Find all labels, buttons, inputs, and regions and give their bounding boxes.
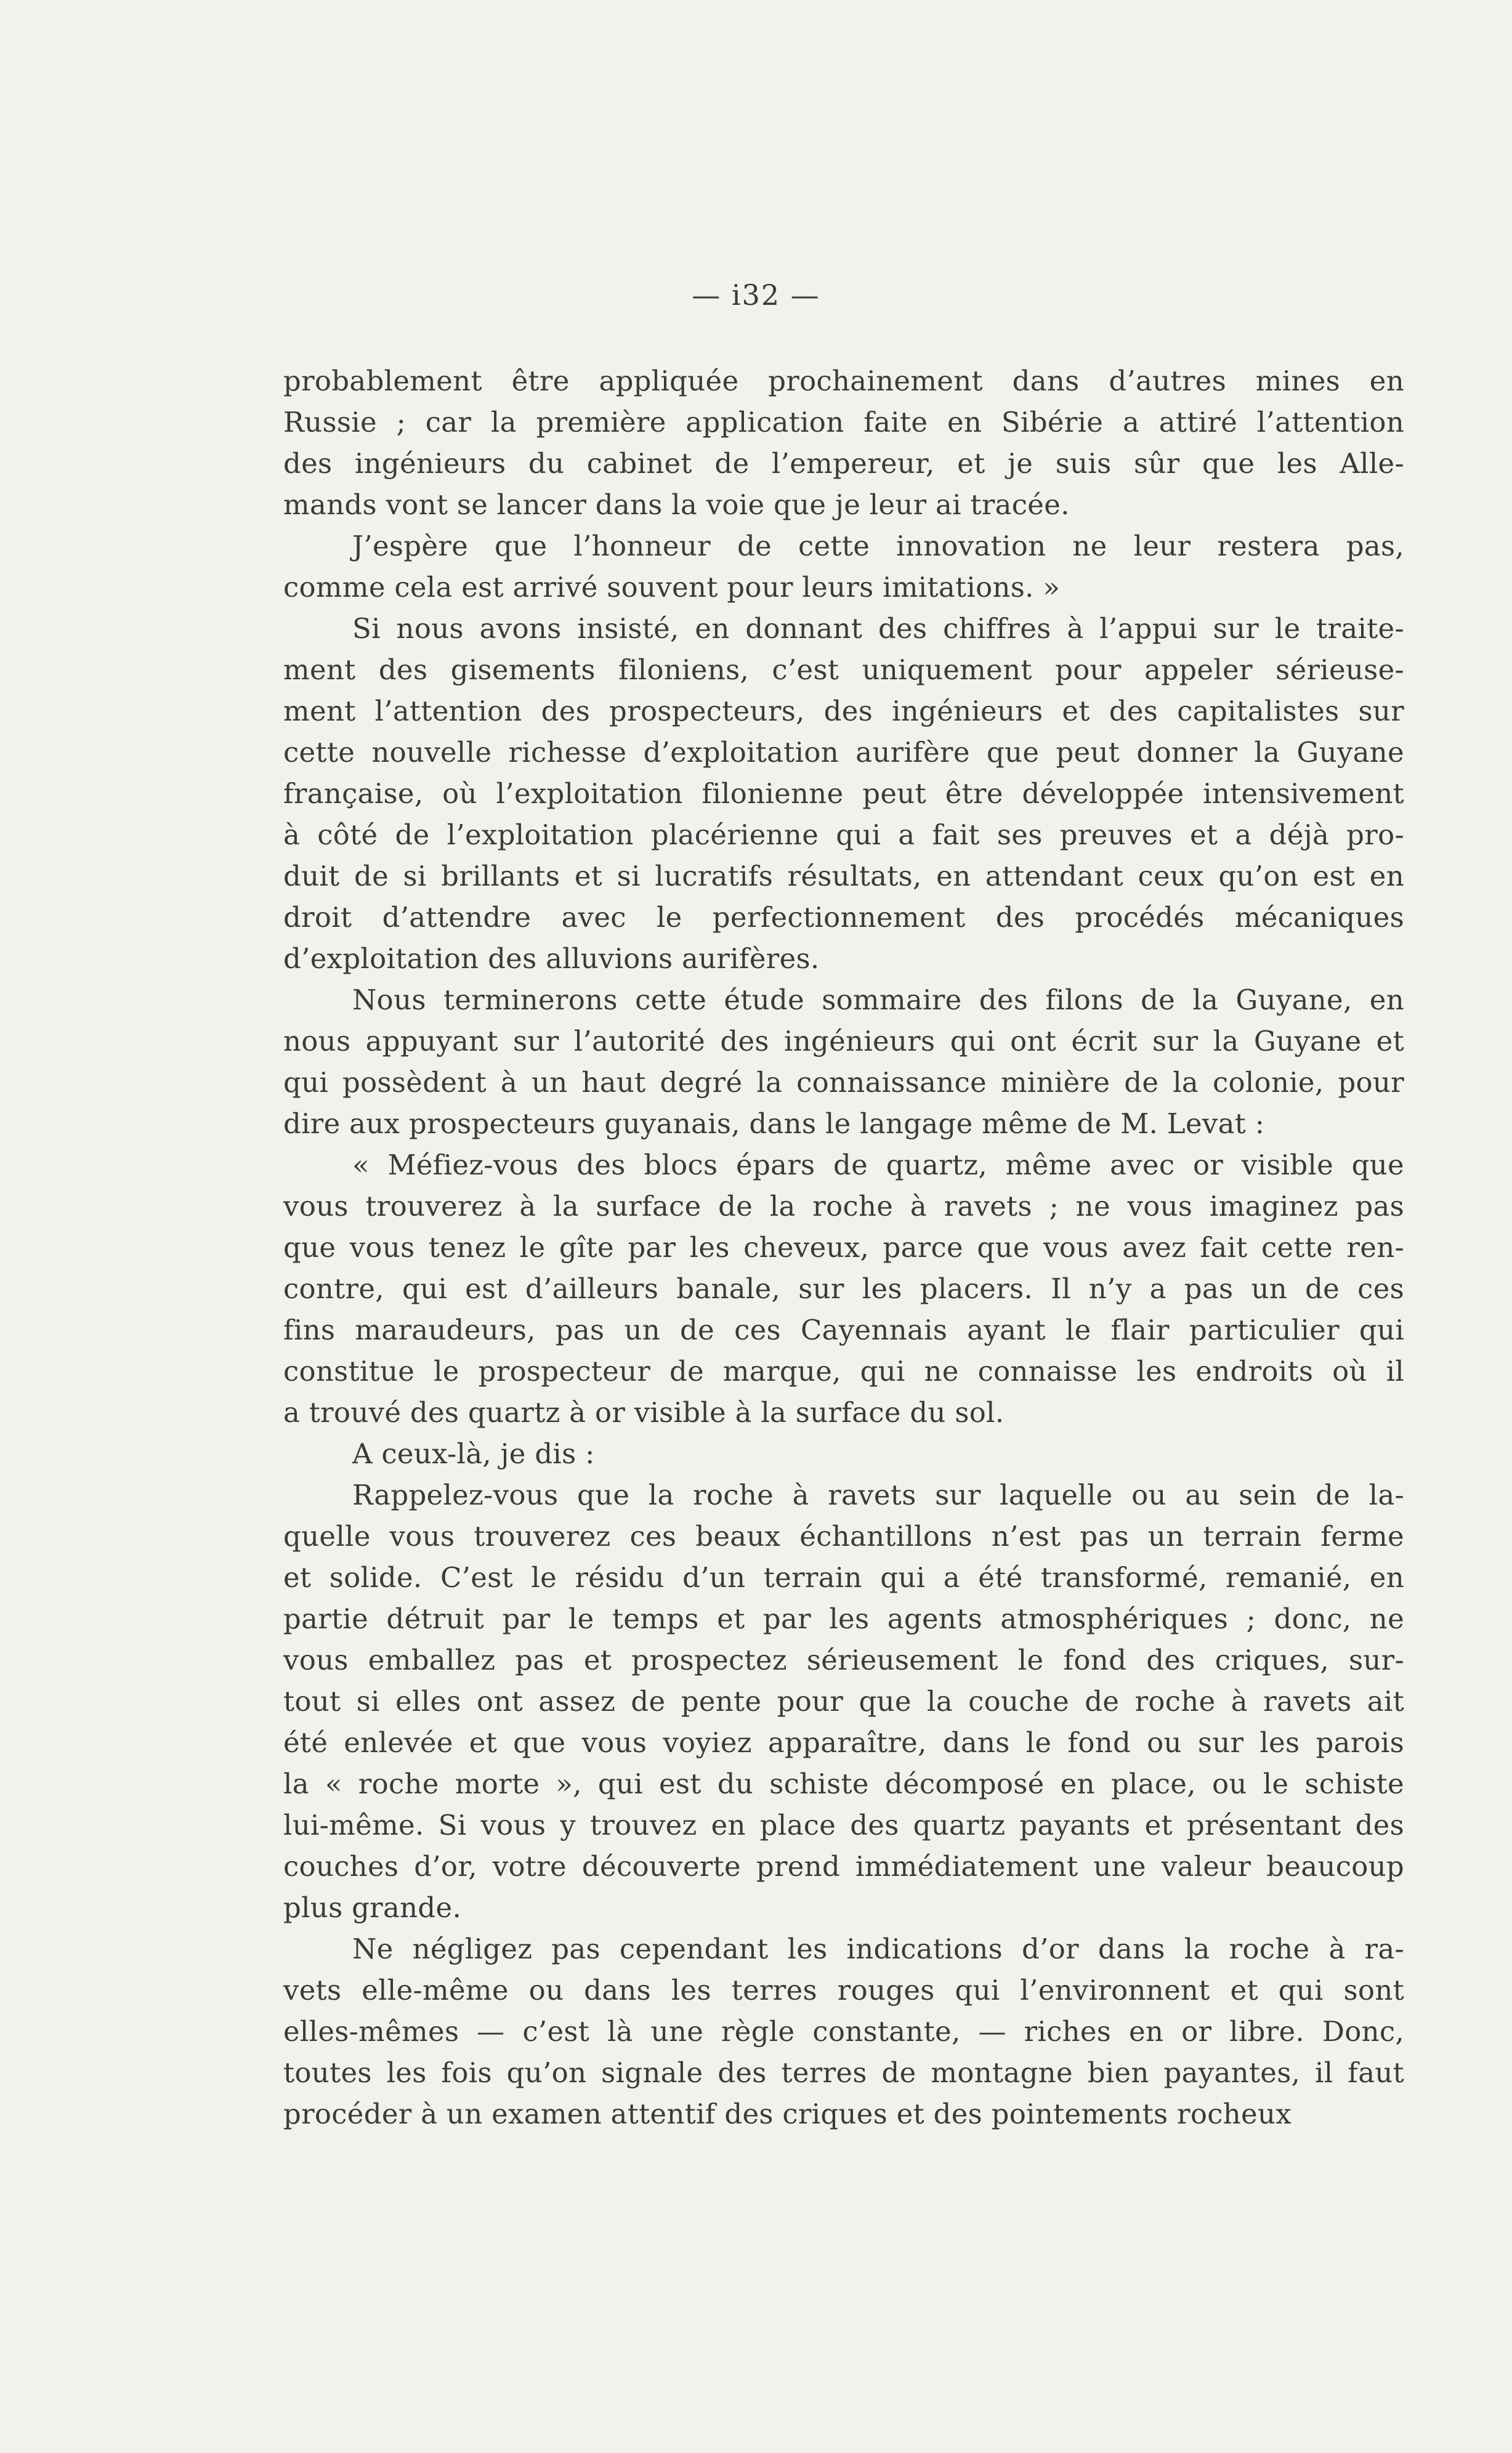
text-line: cette nouvelle richesse d’exploitation aurifère que peut donner la Guyane xyxy=(283,736,1404,769)
text-line: partie détruit par le temps et par les agents atmosphériques ; donc, ne xyxy=(283,1602,1404,1635)
body-text xyxy=(283,360,1404,2135)
text-line: Rappelez-vous que la roche à ravets sur laquelle ou au sein de la- xyxy=(352,1479,1404,1511)
paragraph xyxy=(283,1144,1404,1433)
text-line: Si nous avons insisté, en donnant des chiffres à l’appui sur le traite- xyxy=(352,612,1404,645)
text-line: quelle vous trouverez ces beaux échantillons n’est pas un terrain ferme xyxy=(283,1520,1404,1553)
text-line: que vous tenez le gîte par les cheveux, parce que vous avez fait cette ren- xyxy=(283,1231,1404,1264)
text-line: J’espère que l’honneur de cette innovation ne leur restera pas, xyxy=(352,530,1404,562)
text-line: probablement être appliquée prochainement dans d’autres mines en xyxy=(283,365,1404,397)
paragraph xyxy=(283,979,1404,1144)
text-line: procéder à un examen attentif des criques et des pointements rocheux xyxy=(283,2098,1292,2130)
paragraph xyxy=(283,1928,1404,2135)
text-line: ment l’attention des prospecteurs, des ingénieurs et des capitalistes sur xyxy=(283,695,1404,727)
text-line: vous emballez pas et prospectez sérieusement le fond des criques, sur- xyxy=(283,1644,1404,1676)
text-line: plus grande. xyxy=(283,1891,462,1924)
text-line: française, où l’exploitation filonienne peut être développée intensivement xyxy=(283,777,1404,810)
text-line: qui possèdent à un haut degré la connaissance minière de la colonie, pour xyxy=(283,1066,1404,1099)
text-line: toutes les fois qu’on signale des terres de montagne bien payantes, il faut xyxy=(283,2056,1404,2089)
text-line: comme cela est arrivé souvent pour leurs imitations. » xyxy=(283,571,1061,604)
paragraph xyxy=(283,608,1404,979)
text-line: vous trouverez à la surface de la roche à ravets ; ne vous imaginez pas xyxy=(283,1190,1404,1222)
paragraph xyxy=(283,525,1404,608)
text-line: A ceux-là, je dis : xyxy=(352,1437,595,1470)
text-line: dire aux prospecteurs guyanais, dans le langage même de M. Levat : xyxy=(283,1107,1265,1140)
text-line: Russie ; car la première application faite en Sibérie a attiré l’attention xyxy=(283,406,1404,438)
text-line: vets elle-même ou dans les terres rouges qui l’environnent et qui sont xyxy=(283,1974,1404,2006)
text-line: des ingénieurs du cabinet de l’empereur, et je suis sûr que les Alle- xyxy=(283,447,1404,480)
text-line: mands vont se lancer dans la voie que je leur ai tracée. xyxy=(283,488,1070,521)
text-line: nous appuyant sur l’autorité des ingénieurs qui ont écrit sur la Guyane et xyxy=(283,1025,1404,1057)
text-line: elles-mêmes — c’est là une règle constante, — riches en or libre. Donc, xyxy=(283,2015,1404,2048)
text-line: d’exploitation des alluvions aurifères. xyxy=(283,942,820,975)
text-line: fins maraudeurs, pas un de ces Cayennais ayant le flair particulier qui xyxy=(283,1314,1404,1346)
paragraph xyxy=(283,1474,1404,1928)
page-number: — i32 — xyxy=(692,278,820,312)
text-line: « Méfiez-vous des blocs épars de quartz, même avec or visible que xyxy=(352,1149,1404,1181)
text-line: duit de si brillants et si lucratifs résultats, en attendant ceux qu’on est en xyxy=(283,860,1404,892)
text-line: a trouvé des quartz à or visible à la surface du sol. xyxy=(283,1396,1005,1429)
text-line: à côté de l’exploitation placérienne qui a fait ses preuves et a déjà pro- xyxy=(283,818,1404,851)
text-line: la « roche morte », qui est du schiste décomposé en place, ou le schiste xyxy=(283,1768,1404,1800)
paragraph xyxy=(283,360,1404,525)
text-line: Nous terminerons cette étude sommaire des filons de la Guyane, en xyxy=(352,984,1404,1016)
text-line: lui-même. Si vous y trouvez en place des quartz payants et présentant des xyxy=(283,1809,1404,1841)
text-line: couches d’or, votre découverte prend immédiatement une valeur beaucoup xyxy=(283,1850,1404,1883)
text-line: droit d’attendre avec le perfectionnement des procédés mécaniques xyxy=(283,901,1404,934)
text-line: été enlevée et que vous voyiez apparaître, dans le fond ou sur les parois xyxy=(283,1726,1404,1759)
text-line: constitue le prospecteur de marque, qui ne connaisse les endroits où il xyxy=(283,1355,1404,1388)
text-line: contre, qui est d’ailleurs banale, sur les placers. Il n’y a pas un de ces xyxy=(283,1272,1404,1305)
text-line: et solide. C’est le résidu d’un terrain qui a été transformé, remanié, en xyxy=(283,1561,1404,1594)
text-line: tout si elles ont assez de pente pour que la couche de roche à ravets ait xyxy=(283,1685,1404,1718)
text-line: Ne négligez pas cependant les indications d’or dans la roche à ra- xyxy=(352,1933,1404,1965)
paragraph xyxy=(283,1433,1404,1474)
text-line: ment des gisements filoniens, c’est uniquement pour appeler sérieuse- xyxy=(283,653,1404,686)
